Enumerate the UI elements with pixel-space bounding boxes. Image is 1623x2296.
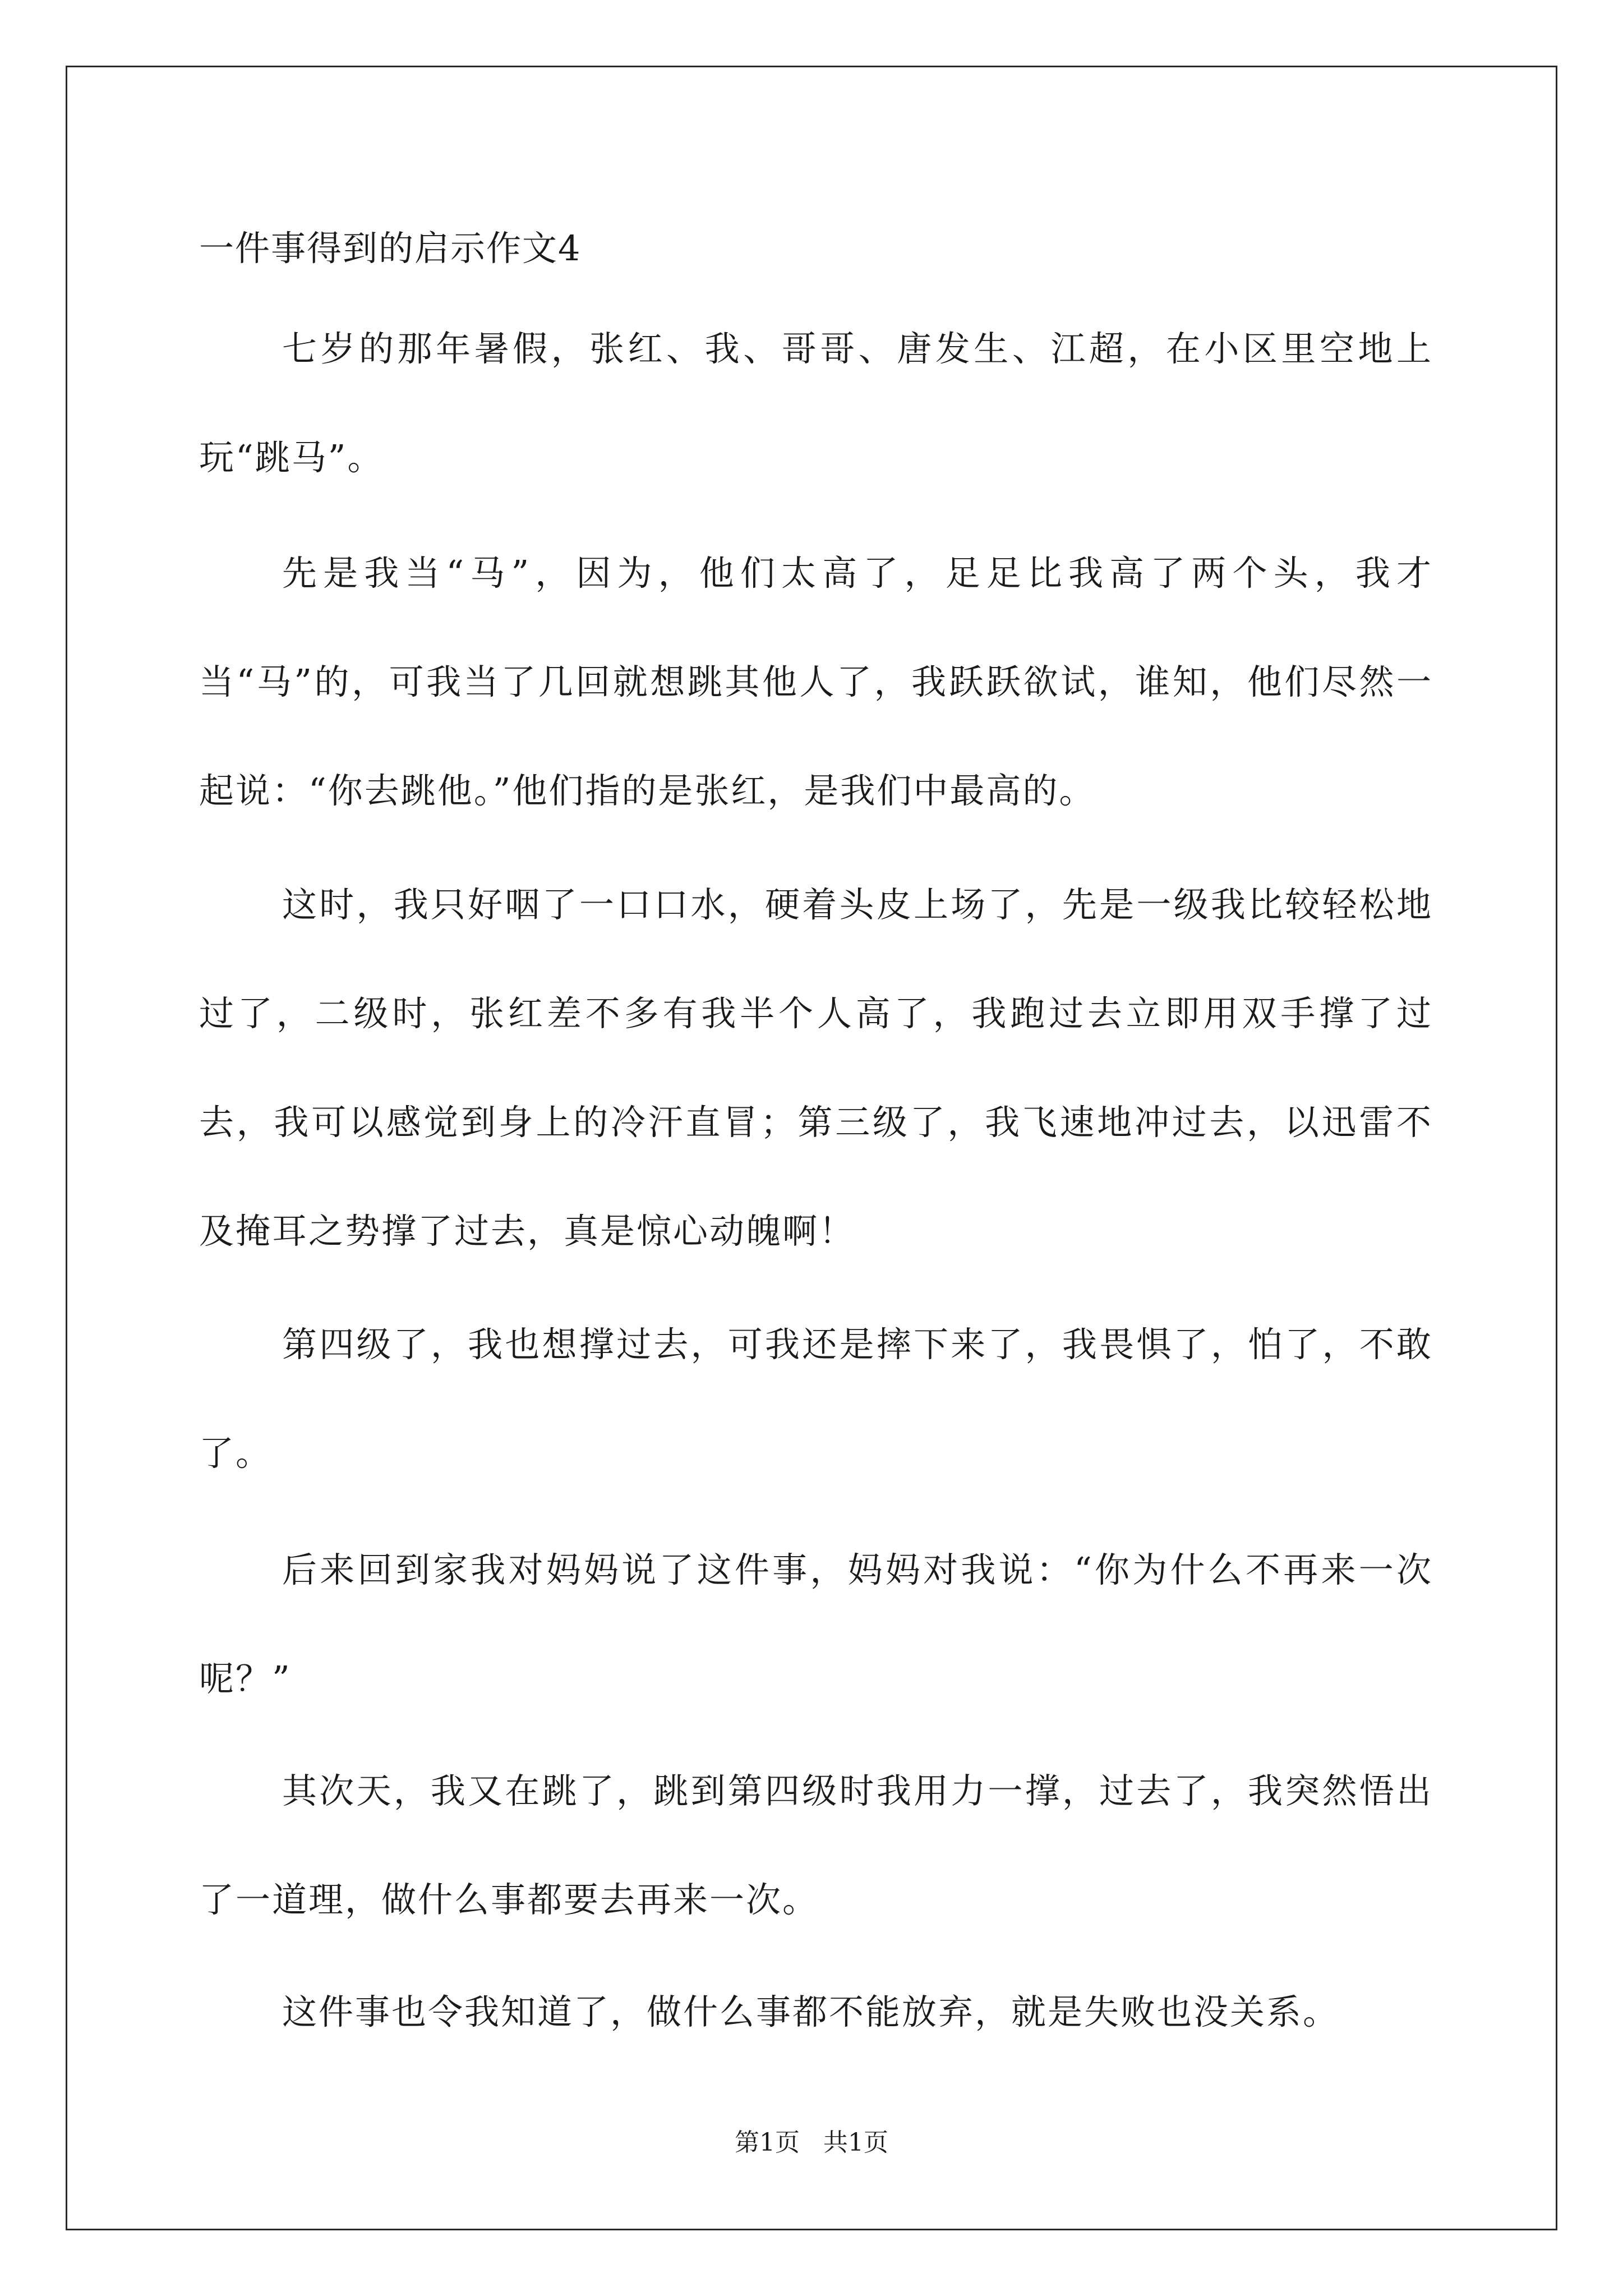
paragraph-6: 其次天，我又在跳了，跳到第四级时我用力一撑，过去了，我突然悟出了一道理，做什么事都要去再来一次。 bbox=[199, 1770, 1433, 1920]
paragraph-3: 这时，我只好咽了一口口水，硬着头皮上场了，先是一级我比较轻松地过了，二级时，张红差不多有我半个人高了，我跑过去立即用双手撑了过去，我可以感觉到身上的冷汗直冒；第三级了，我飞速地冲过去，以迅雷不及掩耳之势撑了过去，真是惊心动魄啊！ bbox=[199, 884, 1433, 1251]
paragraph-7: 这件事也令我知道了，做什么事都不能放弃，就是失败也没关系。 bbox=[282, 1991, 1340, 2032]
document-title: 一件事得到的启示作文4 bbox=[199, 228, 582, 269]
paragraph-2: 先是我当“马”，因为，他们太高了，足足比我高了两个头，我才当“马”的，可我当了几回就想跳其他人了，我跃跃欲试，谁知，他们尽然一起说：“你去跳他。”他们指的是张红，是我们中最高的。 bbox=[199, 553, 1433, 811]
paragraph-4: 第四级了，我也想撑过去，可我还是摔下来了，我畏惧了，怕了，不敢了。 bbox=[199, 1324, 1433, 1474]
paragraph-5: 后来回到家我对妈妈说了这件事，妈妈对我说：“你为什么不再来一次呢？” bbox=[199, 1549, 1433, 1699]
page-footer: 第1页 共1页 bbox=[735, 2128, 888, 2157]
paragraph-1: 七岁的那年暑假，张红、我、哥哥、唐发生、江超，在小区里空地上玩“跳马”。 bbox=[199, 328, 1433, 478]
